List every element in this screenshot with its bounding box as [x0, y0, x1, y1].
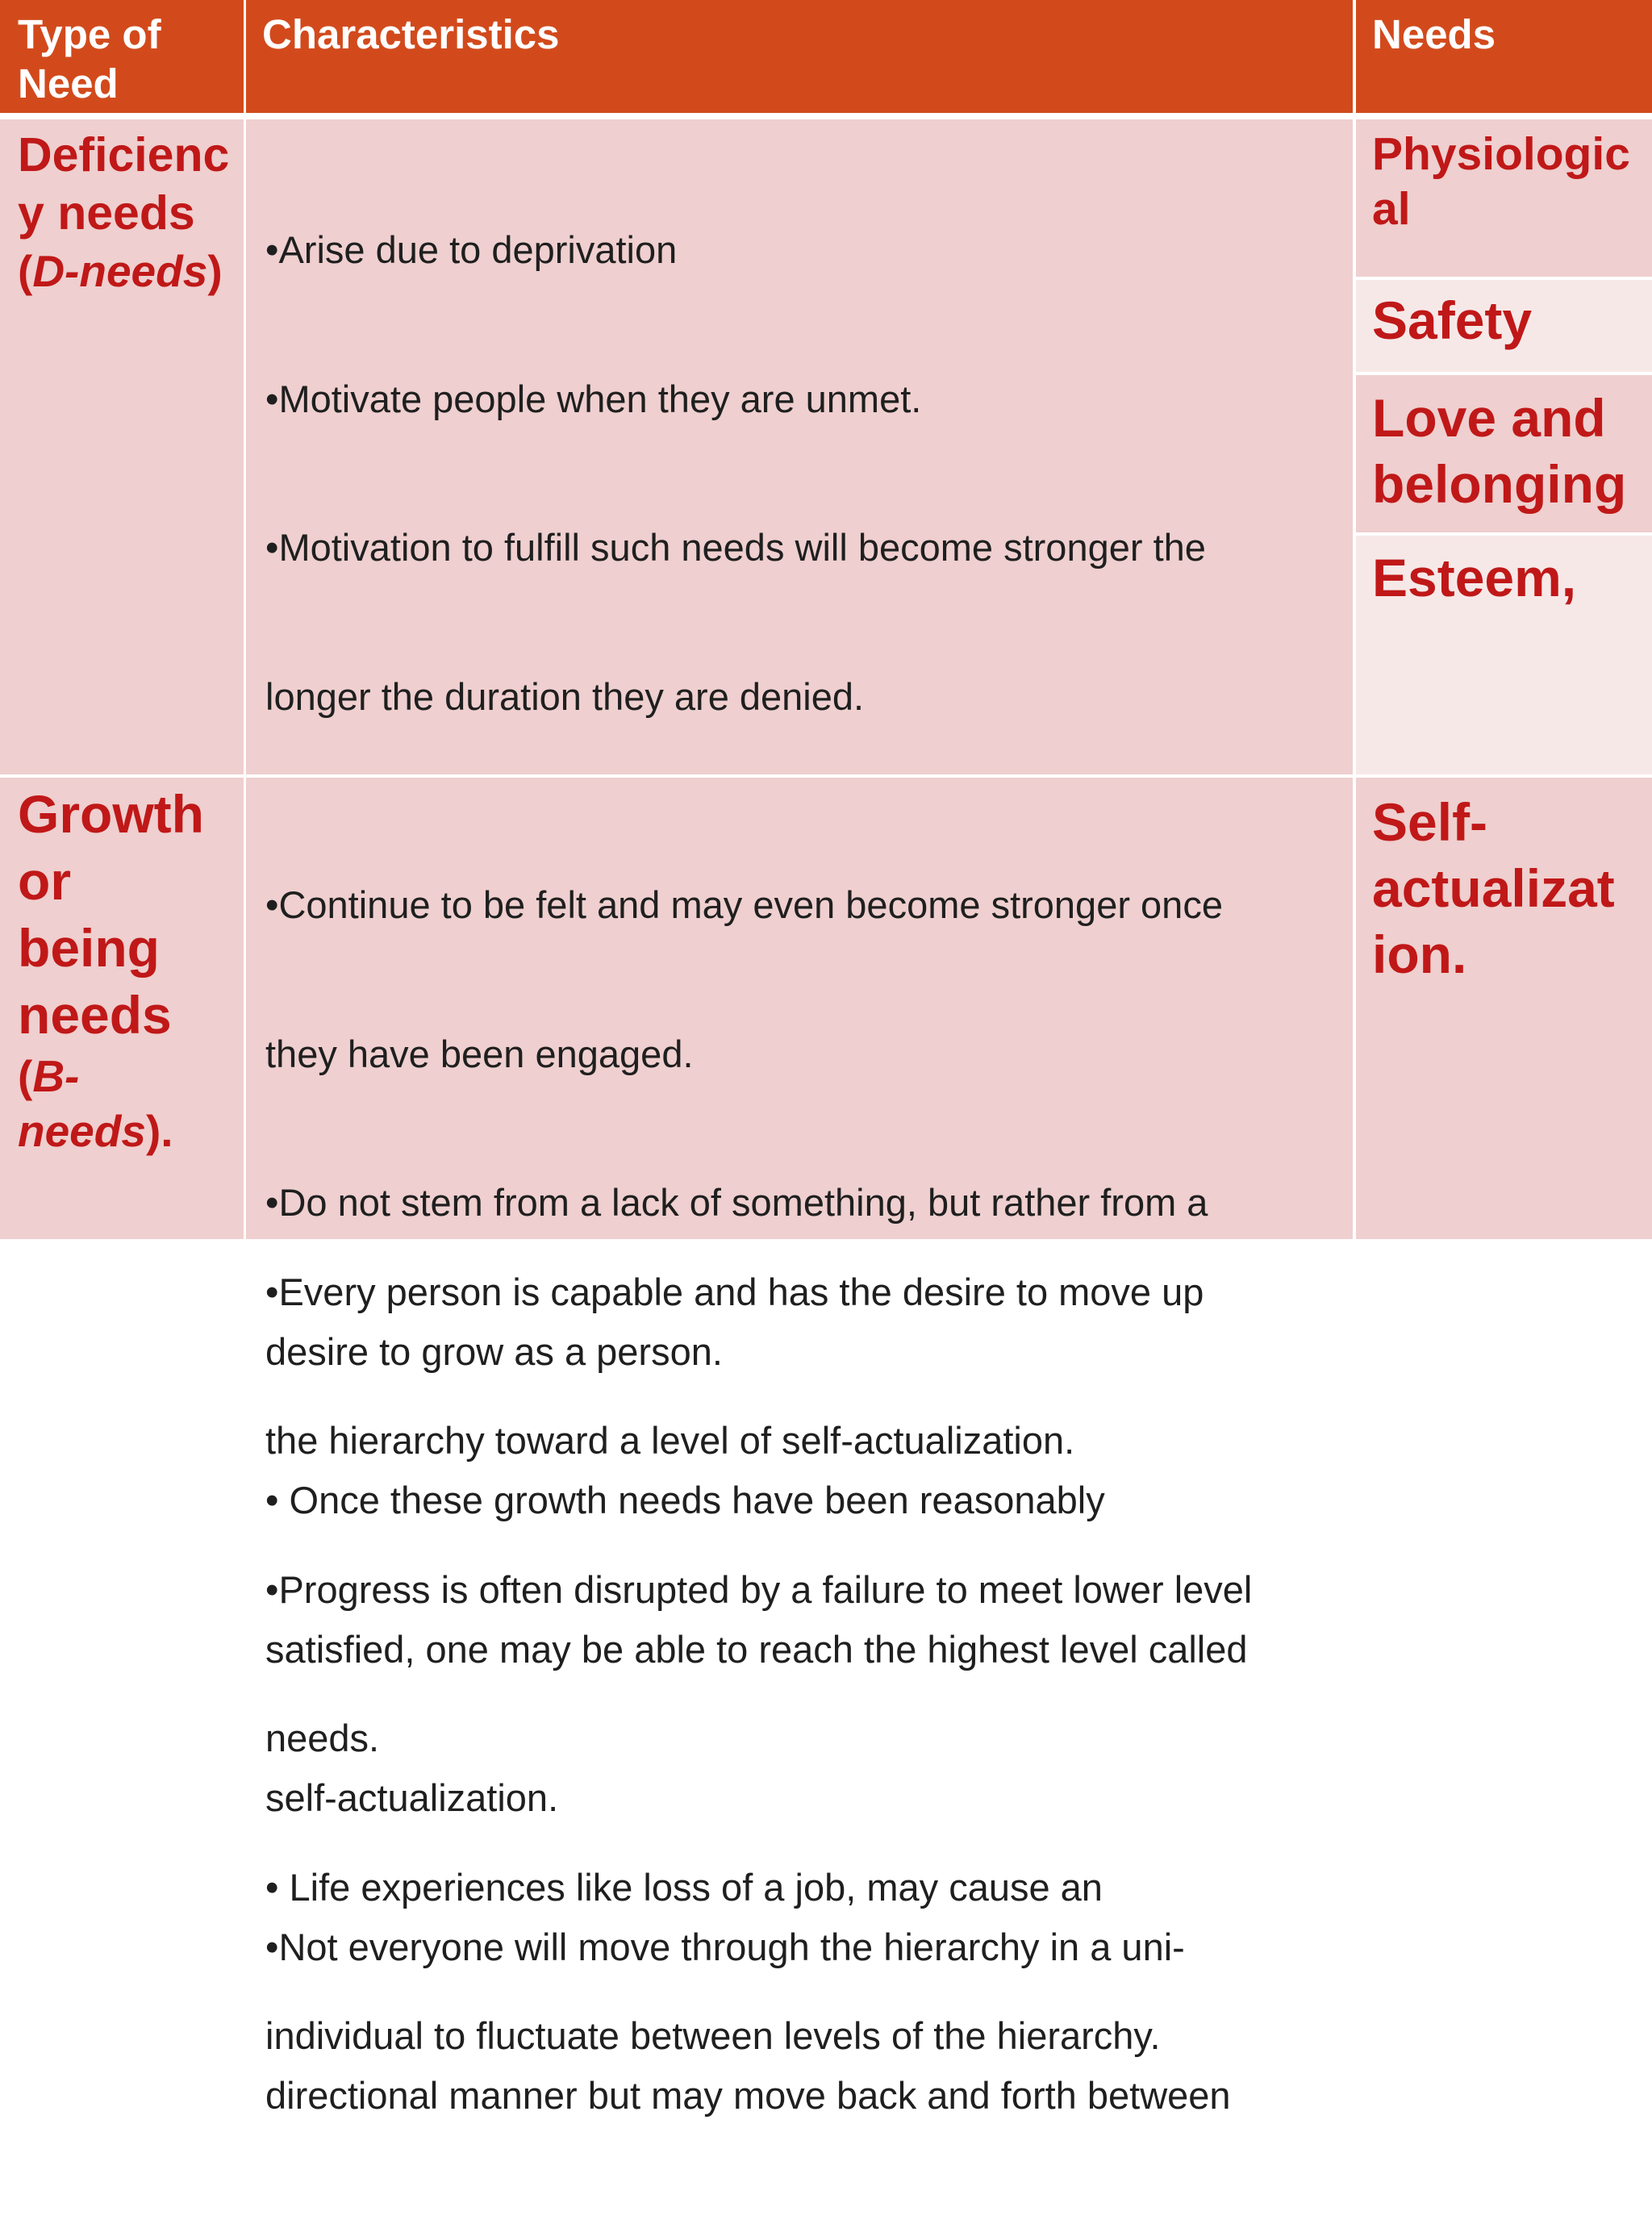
characteristic-line: they have been engaged. [265, 1032, 694, 1075]
characteristic-line: •Continue to be felt and may even become stronger once [265, 883, 1223, 926]
type-paren [18, 1104, 244, 1158]
characteristic-line: •Progress is often disrupted by a failure to meet lower level [265, 1567, 1253, 1611]
type-cell-growth [0, 778, 244, 1239]
header-needs-label: Needs [1372, 11, 1496, 57]
characteristic-line: •Motivate people when they are unmet. [265, 377, 922, 420]
header-type-of-need-line1: Type of [18, 11, 161, 57]
characteristic-line: •Do not stem from a lack of something, but rather from a [265, 1181, 1208, 1224]
header-characteristics-label: Characteristics [262, 11, 560, 57]
need-cell-safety [1356, 280, 1652, 372]
type-paren [18, 1049, 244, 1104]
characteristic-line: •Arise due to deprivation [265, 228, 678, 271]
type-paren-close: ). [145, 1106, 173, 1156]
need-cell-physiological [1356, 119, 1652, 277]
need-line: Physiologic [1372, 128, 1630, 180]
need-line: ion. [1372, 924, 1467, 984]
header-needs [1356, 0, 1652, 113]
need-line: al [1372, 183, 1411, 235]
type-paren [18, 242, 244, 300]
need-line: actualizat [1372, 858, 1615, 918]
type-line: Deficienc [18, 128, 230, 182]
type-paren-close: ) [207, 246, 223, 296]
need-line: Love and [1372, 388, 1606, 448]
characteristic-line: • Life experiences like loss of a job, may cause an [265, 1865, 1103, 1909]
characteristic-line: individual to fluctuate between levels of the hierarchy. [265, 2014, 1161, 2057]
need-line: Safety [1372, 290, 1533, 350]
header-type-of-need [0, 0, 244, 113]
type-line: being [18, 918, 160, 978]
need-cell-self-actualization [1356, 778, 1652, 1239]
characteristic-line: longer the duration they are denied. [265, 674, 865, 718]
type-cell-deficiency [0, 119, 244, 774]
need-cell-love-belonging [1356, 375, 1652, 532]
characteristic-line: •Motivation to fulfill such needs will become stronger the [265, 526, 1206, 569]
need-line: Self- [1372, 792, 1488, 852]
characteristic-line: directional manner but may move back and forth between [265, 2074, 1231, 2117]
need-line: belonging [1372, 454, 1627, 514]
characteristic-line: desire to grow as a person. [265, 1329, 723, 1373]
type-paren-abbrev: needs [18, 1106, 146, 1156]
type-paren-open: ( [18, 1051, 33, 1101]
need-line: Esteem, [1372, 548, 1577, 607]
characteristic-line: self-actualization. [265, 1776, 559, 1819]
characteristic-line: needs. [265, 1717, 380, 1759]
characteristic-line: the hierarchy toward a level of self-actualization. [265, 1419, 1075, 1462]
need-cell-esteem [1356, 536, 1652, 774]
characteristic-line: •Not everyone will move through the hierarchy in a uni- [265, 1925, 1185, 1968]
header-type-of-need-line2: Need [18, 61, 119, 106]
characteristic-line: •Every person is capable and has the desire to move up [265, 1270, 1204, 1313]
type-paren-abbrev: D-needs [32, 246, 208, 296]
characteristic-line: satisfied, one may be able to reach the highest level called [265, 1627, 1248, 1671]
type-paren-open: ( [18, 246, 33, 296]
type-line: y needs [18, 186, 195, 240]
header-characteristics [246, 0, 1353, 113]
characteristic-line: • Once these growth needs have been reasonably [265, 1479, 1105, 1521]
type-line: or [18, 851, 71, 911]
type-line: Growth [18, 784, 204, 844]
type-line: needs [18, 985, 172, 1045]
type-paren-abbrev: B- [32, 1051, 80, 1101]
